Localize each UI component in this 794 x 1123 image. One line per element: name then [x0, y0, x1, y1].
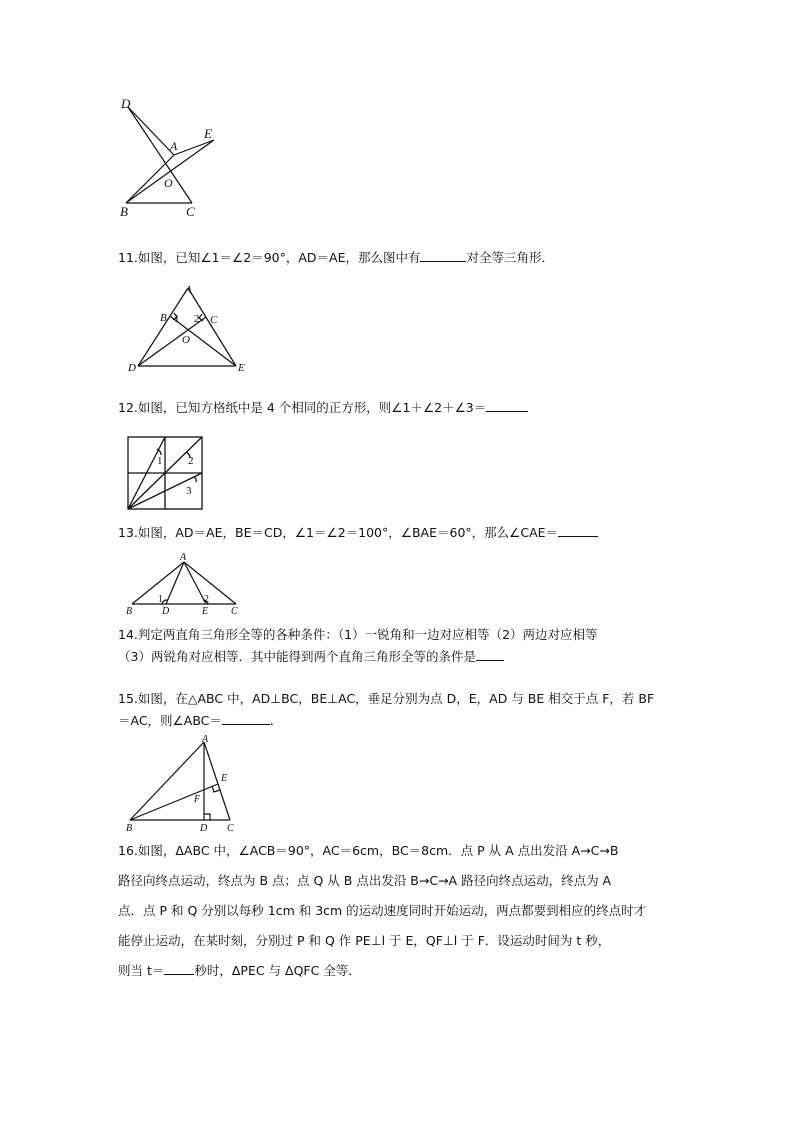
label-angle-2: 2: [194, 313, 200, 325]
label-D: D: [200, 823, 208, 834]
label-E: E: [221, 773, 228, 784]
label-angle-3: 3: [186, 485, 192, 497]
figure-q13: [120, 552, 250, 618]
q14-line-1: 14.判定两直角三角形全等的各种条件：（1）一锐角和一边对应相等（2）两边对应相等: [118, 627, 598, 642]
line-AD: [166, 562, 184, 604]
label-O: O: [182, 334, 190, 346]
q13-answer-blank[interactable]: [558, 524, 598, 537]
right-angle-mark-2: [199, 314, 203, 321]
q15-line-2-after: ．: [269, 713, 283, 728]
label-angle-2: 2: [188, 455, 194, 467]
line-AC: [184, 562, 236, 604]
q16-line-2: 路径向终点运动，终点为 B 点；点 Q 从 B 点出发沿 B→C→A 路径向终点运动，终点为 A: [118, 873, 612, 888]
label-E: E: [238, 362, 245, 374]
right-angle-mark-D: [204, 814, 210, 820]
arc-angle-3: [194, 477, 196, 482]
label-B: B: [126, 823, 133, 834]
q16-line-5-after: 秒时，ΔPEC 与 ΔQFC 全等．: [194, 963, 361, 978]
line-AD: [138, 288, 188, 366]
q15-line-1: 15.如图，在△ABC 中，AD⊥BC，BE⊥AC，垂足分别为点 D，E，AD 与 BE 相交于点 F，若 BF: [118, 691, 655, 706]
q11-answer-blank[interactable]: [420, 249, 466, 262]
q14-answer-blank[interactable]: [476, 648, 504, 661]
label-C: C: [210, 314, 218, 326]
question-14: [118, 624, 678, 668]
q16-answer-blank[interactable]: [164, 962, 194, 975]
label-D: D: [121, 96, 131, 111]
label-D: D: [162, 606, 170, 617]
q16-line-5-before: 则当 t＝: [118, 963, 165, 978]
label-A: A: [185, 284, 192, 296]
label-F: F: [194, 794, 201, 805]
q13-text-before: 13.如图，AD＝AE，BE＝CD，∠1＝∠2＝100°，∠BAE＝60°，那么∠CAE＝: [118, 525, 559, 540]
label-C: C: [227, 823, 234, 834]
label-A: A: [180, 552, 187, 563]
line-DA: [128, 107, 174, 155]
question-12: [118, 397, 678, 419]
question-16: [118, 836, 678, 986]
question-15: [118, 688, 678, 732]
line-BE: [170, 316, 236, 366]
label-A: A: [202, 734, 209, 745]
figure-q15: [120, 732, 248, 836]
q12-text-before: 12.如图，已知方格纸中是 4 个相同的正方形，则∠1＋∠2＋∠3＝: [118, 400, 487, 415]
figure-q10: [112, 95, 232, 223]
q15-line-2-before: ＝AC，则∠ABC＝: [118, 713, 222, 728]
q15-answer-blank[interactable]: [222, 712, 270, 725]
line-AE: [184, 562, 206, 604]
q16-line-1: 16.如图，ΔABC 中，∠ACB＝90°，AC＝6cm，BC＝8cm．点 P 从 A 点出发沿 A→C→B: [118, 843, 619, 858]
label-B: B: [120, 204, 128, 219]
label-B: B: [126, 606, 133, 617]
question-11: [118, 247, 678, 269]
line-AB: [130, 742, 204, 820]
question-13: [118, 522, 678, 544]
label-E: E: [202, 606, 209, 617]
label-angle-1: 1: [174, 313, 180, 325]
label-C: C: [231, 606, 238, 617]
q11-text-before: 11.如图，已知∠1＝∠2＝90°，AD＝AE，那么图中有: [118, 250, 421, 265]
label-angle-1: 1: [157, 455, 163, 467]
label-angle-2: 2: [204, 594, 209, 605]
label-A: A: [170, 139, 178, 153]
label-D: D: [128, 362, 136, 374]
label-C: C: [186, 204, 195, 219]
label-B: B: [160, 312, 167, 324]
figure-q11: [122, 282, 254, 374]
line-DC: [128, 107, 192, 203]
q12-answer-blank[interactable]: [486, 399, 528, 412]
figure-q12: [124, 434, 208, 514]
q16-line-3: 点．点 P 和 Q 分别以每秒 1cm 和 3cm 的运动速度同时开始运动，两点都要到相应的终点时才: [118, 903, 647, 918]
q14-line-2: （3）两锐角对应相等．其中能得到两个直角三角形全等的条件是: [118, 649, 476, 664]
label-O: O: [164, 176, 173, 190]
label-E: E: [204, 126, 212, 141]
label-angle-1: 1: [158, 594, 163, 605]
q16-line-4: 能停止运动，在某时刻，分别过 P 和 Q 作 PE⊥l 于 E，QF⊥l 于 F．设运动时间为 t 秒，: [118, 933, 611, 948]
line-AE: [174, 140, 214, 155]
line-AE: [188, 288, 236, 366]
q11-text-after: 对全等三角形．: [466, 250, 554, 265]
